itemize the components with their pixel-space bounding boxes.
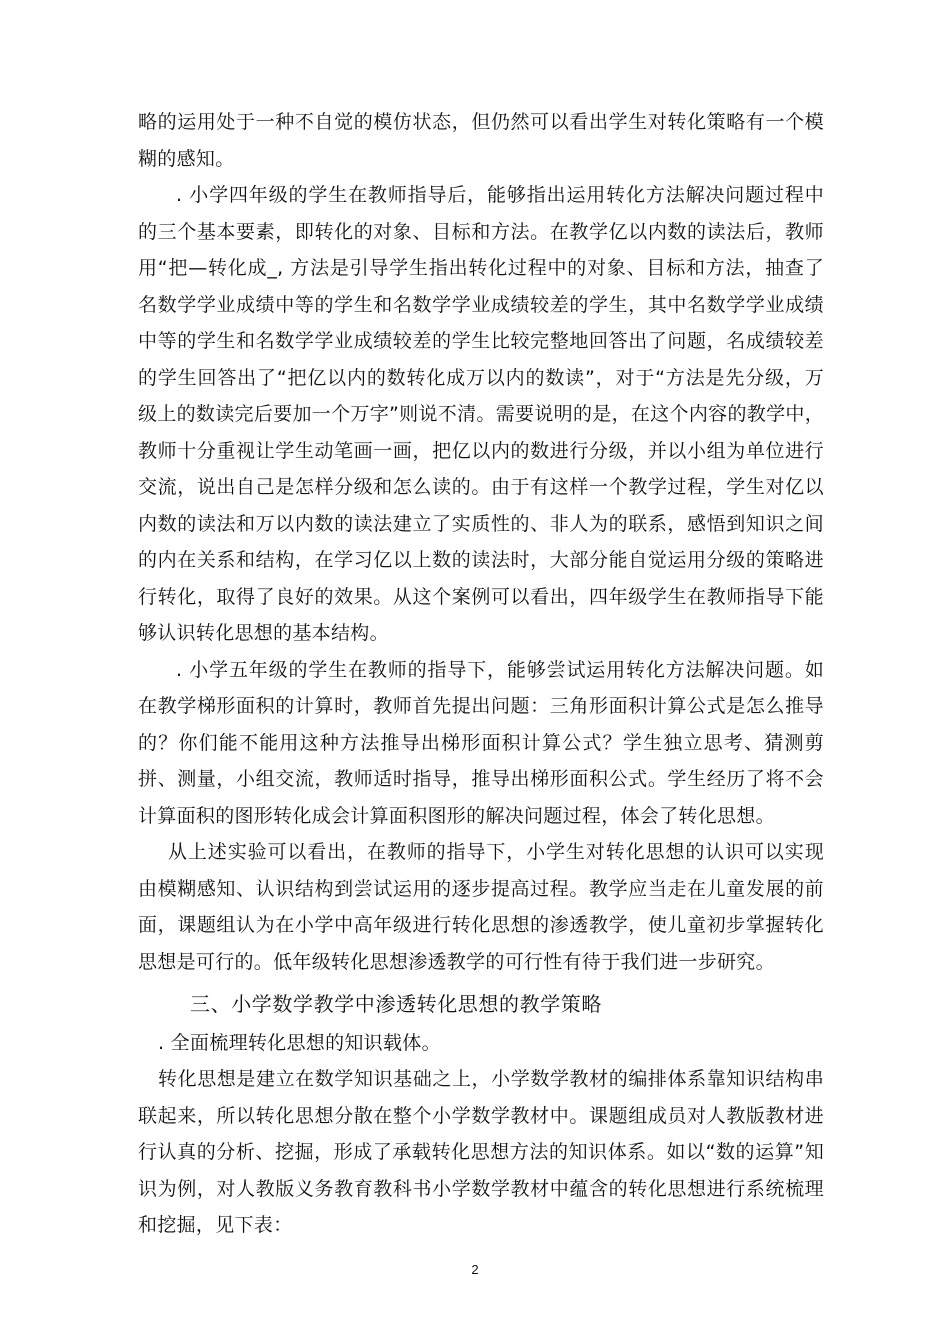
body-text: [138, 104, 824, 1244]
paragraph-continuation: 略的运用处于一种不自觉的模仿状态，但仍然可以看出学生对转化策略有一个模糊的感知。: [138, 111, 824, 170]
page-number: 2: [471, 1262, 479, 1277]
subheading: . 全面梳理转化思想的知识载体。: [158, 1031, 441, 1054]
paragraph-conclusion: 从上述实验可以看出，在教师的指导下，小学生对转化思想的认识可以实现由模糊感知、认识结构到尝试运用的逐步提高过程。教学应当走在儿童发展的前面，课题组认为在小学中高年级进行转化思想的渗透教学，使儿童初步掌握转化思想是可行的。低年级转化思想渗透教学的可行性有待于我们进一步研究。: [138, 841, 824, 973]
section-heading: 三、小学数学教学中渗透转化思想的教学策略: [190, 992, 602, 1016]
paragraph-grade-four: . 小学四年级的学生在教师指导后，能够指出运用转化方法解决问题过程中的三个基本要素，即转化的对象、目标和方法。在教学亿以内数的读法后，教师用“把—转化成_, 方法是引导学生指出转化过程中的对象、目标和方法，抽查了名数学学业成绩中等的学生和名数学学业成绩较差的学生，其中名数学学业成绩中等的学生和名数学学业成绩较差的学生比较完整地回答出了问题，名成绩较差的学生回答出了“把亿以内的数转化成万以内的数读”，对于“方法是先分级，万级上的数读完后要加一个万字”则说不清。需要说明的是，在这个内容的教学中，教师十分重视让学生动笔画一画，把亿以内的数进行分级，并以小组为单位进行交流，说出自己是怎样分级和怎么读的。由于有这样一个教学过程，学生对亿以内数的读法和万以内数的读法建立了实质性的、非人为的联系，感悟到知识之间的内在关系和结构，在学习亿以上数的读法时，大部分能自觉运用分级的策略进行转化，取得了良好的效果。从这个案例可以看出，四年级学生在教师指导下能够认识转化思想的基本结构。: [138, 184, 824, 644]
paragraph-grade-five: . 小学五年级的学生在教师的指导下，能够尝试运用转化方法解决问题。如在教学梯形面积的计算时，教师首先提出问题：三角形面积计算公式是怎么推导的？你们能不能用这种方法推导出梯形面积计算公式？学生独立思考、猜测剪拼、测量，小组交流，教师适时指导，推导出梯形面积公式。学生经历了将不会计算面积的图形转化成会计算面积图形的解决问题过程，体会了转化思想。: [138, 658, 824, 827]
paragraph-knowledge-carrier: 转化思想是建立在数学知识基础之上，小学数学教材的编排体系靠知识结构串联起来，所以转化思想分散在整个小学数学教材中。课题组成员对人教版教材进行认真的分析、挖掘，形成了承载转化思想方法的知识体系。如以“数的运算”知识为例，对人教版义务教育教科书小学数学教材中蕴含的转化思想进行系统梳理和挖掘，见下表：: [138, 1068, 824, 1236]
